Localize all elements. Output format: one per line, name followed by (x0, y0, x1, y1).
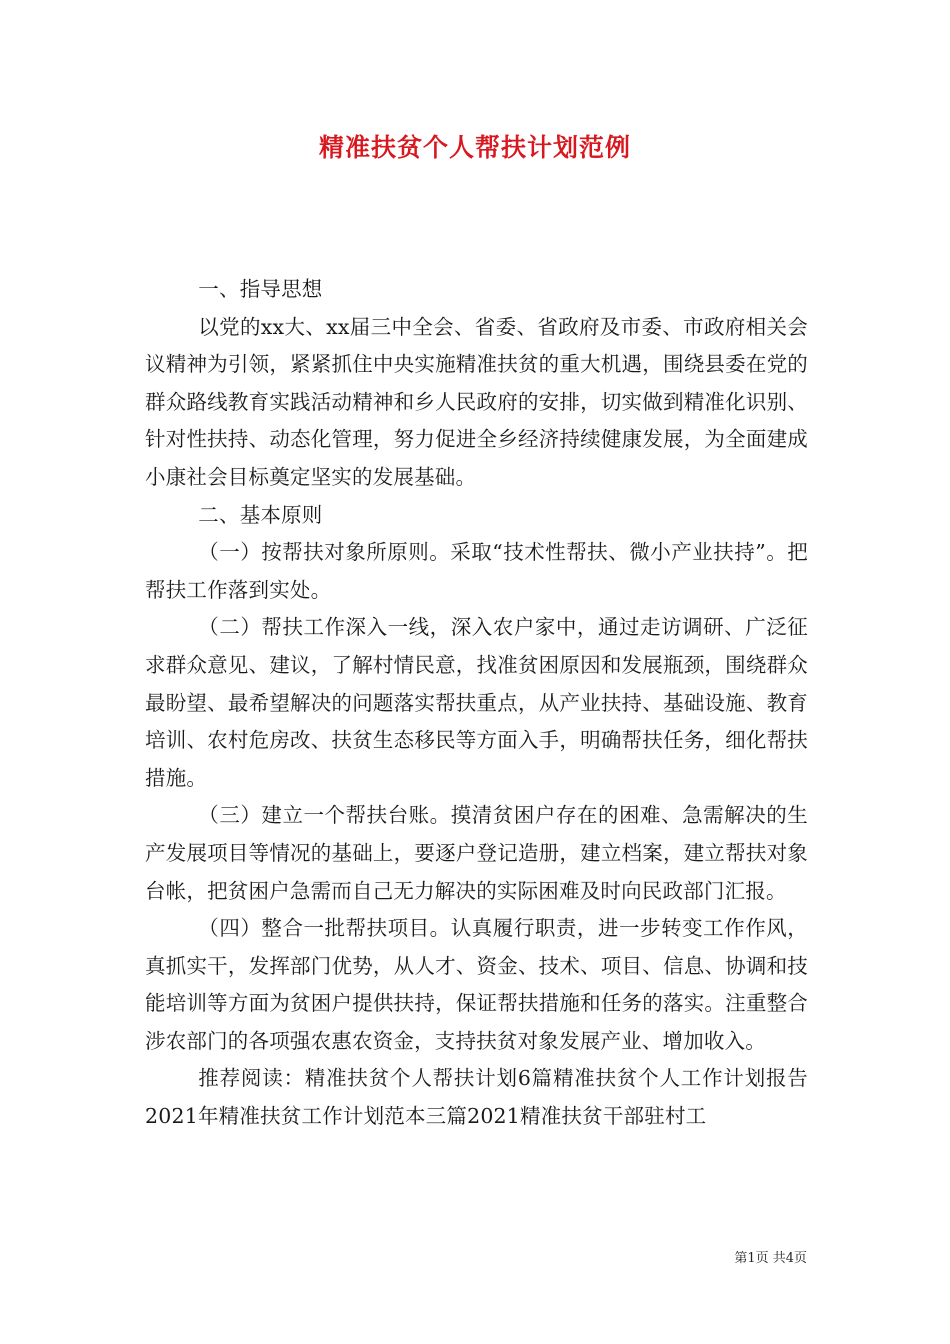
document-body (145, 271, 808, 1136)
paragraph-principle-4: （四）整合一批帮扶项目。认真履行职责，进一步转变工作作风，真抓实干，发挥部门优势，从人才、资金、技术、项目、信息、协调和技能培训等方面为贫困户提供扶持，保证帮扶措施和任务的落实。注重整合涉农部门的各项强农惠农资金，支持扶贫对象发展产业、增加收入。 (145, 916, 808, 1053)
paragraph-principle-1: （一）按帮扶对象所原则。采取“技术性帮扶、微小产业扶持”。把帮扶工作落到实处。 (145, 540, 808, 602)
paragraph-recommended-reading: 推荐阅读：精准扶贫个人帮扶计划6篇精准扶贫个人工作计划报告2021年精准扶贫工作计划范本三篇2021精准扶贫干部驻村工 (145, 1066, 808, 1129)
paragraph-principle-2: （二）帮扶工作深入一线，深入农户家中，通过走访调研、广泛征求群众意见、建议，了解村情民意，找准贫困原因和发展瓶颈，围绕群众最盼望、最希望解决的问题落实帮扶重点，从产业扶持、基础设施、教育培训、农村危房改、扶贫生态移民等方面入手，明确帮扶任务，细化帮扶措施。 (145, 615, 808, 790)
section-heading-basic-principles: 二、基本原则 (198, 502, 323, 527)
document-title: 精准扶贫个人帮扶计划范例 (318, 133, 631, 162)
paragraph-guiding-thought: 以党的xx大、xx届三中全会、省委、省政府及市委、市政府相关会议精神为引领，紧紧抓住中央实施精准扶贫的重大机遇，围绕县委在党的群众路线教育实践活动精神和乡人民政府的安排，切实做到精准化识别、针对性扶持、动态化管理，努力促进全乡经济持续健康发展，为全面建成小康社会目标奠定坚实的发展基础。 (145, 314, 808, 489)
paragraph-principle-3: （三）建立一个帮扶台账。摸清贫困户存在的困难、急需解决的生产发展项目等情况的基础上，要逐户登记造册，建立档案，建立帮扶对象台帐，把贫困户急需而自己无力解决的实际困难及时向民政部门汇报。 (145, 803, 808, 903)
section-heading-guiding-thought: 一、指导思想 (198, 277, 323, 301)
page-number: 第1页 共4页 (734, 1251, 807, 1266)
